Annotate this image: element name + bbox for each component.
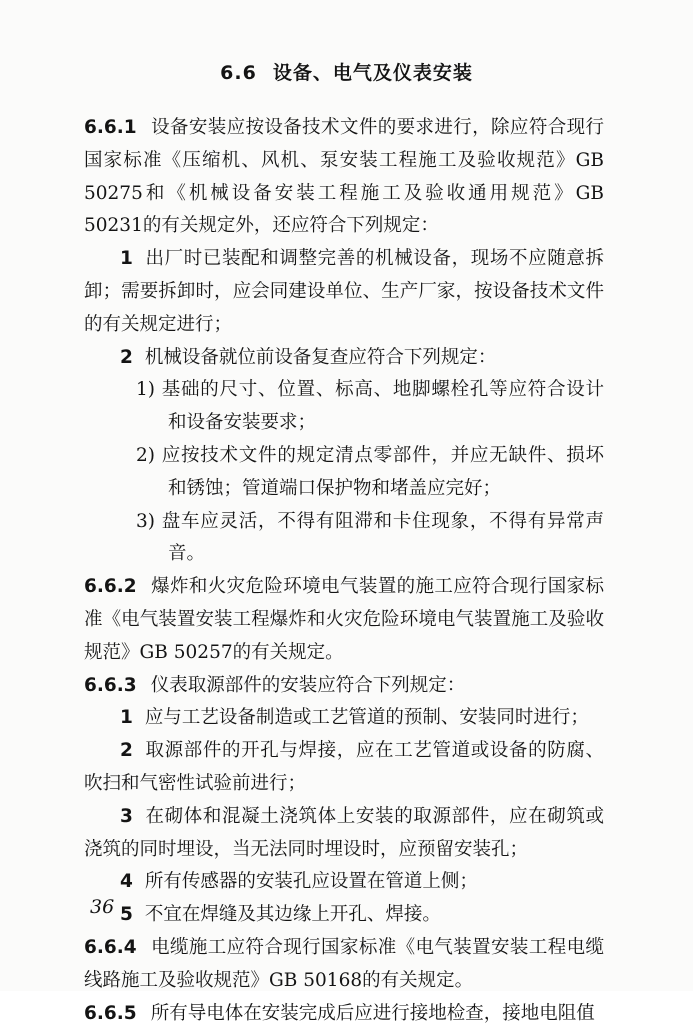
clause-paragraph <box>84 112 604 243</box>
clause-text: 所有导电体在安装完成后应进行接地检查，接地电阻值 <box>150 1002 595 1024</box>
sub-item <box>84 440 604 506</box>
list-item <box>84 801 604 867</box>
item-number: 5 <box>120 904 133 926</box>
item-text: 应与工艺设备制造或工艺管道的预制、安装同时进行； <box>144 707 589 729</box>
section-heading <box>0 58 693 85</box>
sub-item-text: 盘车应灵活，不得有阻滞和卡住现象，不得有异常声音。 <box>161 510 604 565</box>
document-body <box>84 112 604 1030</box>
item-text: 在砌体和混凝土浇筑体上安装的取源部件，应在砌筑或浇筑的同时埋设，当无法同时埋设时，应预留安装孔； <box>84 805 604 860</box>
list-item <box>84 899 604 932</box>
sub-item-number: 3) <box>136 510 155 532</box>
clause-text: 仪表取源部件的安装应符合下列规定： <box>150 674 466 696</box>
clause-text: 爆炸和火灾危险环境电气装置的施工应符合现行国家标准《电气装置安装工程爆炸和火灾危险环境电气装置施工及验收规范》GB 50257的有关规定。 <box>84 576 604 663</box>
item-text: 取源部件的开孔与焊接，应在工艺管道或设备的防腐、吹扫和气密性试验前进行； <box>84 740 604 794</box>
clause-number: 6.6.2 <box>84 576 137 598</box>
section-number: 6.6 <box>220 62 257 84</box>
clause-number: 6.6.4 <box>84 936 137 958</box>
item-number: 2 <box>120 346 133 368</box>
clause-text: 电缆施工应符合现行国家标准《电气装置安装工程电缆线路施工及验收规范》GB 50168的有关规定。 <box>84 936 604 991</box>
sub-item-number: 1) <box>136 379 155 401</box>
item-number: 1 <box>120 248 133 270</box>
list-item <box>84 702 604 735</box>
clause-number: 6.6.3 <box>84 674 137 696</box>
item-number: 4 <box>120 871 133 893</box>
item-number: 1 <box>120 707 133 729</box>
section-title: 设备、电气及仪表安装 <box>272 62 473 84</box>
clause-number: 6.6.5 <box>84 1002 137 1024</box>
sub-item <box>84 374 604 440</box>
item-number: 3 <box>120 805 133 827</box>
clause-paragraph <box>84 932 604 998</box>
clause-text: 设备安装应按设备技术文件的要求进行，除应符合现行国家标准《压缩机、风机、泵安装工程施工及验收规范》GB 50275和《机械设备安装工程施工及验收通用规范》GB 50231的有关规定外，还应符合下列规定： <box>84 117 604 237</box>
item-text: 机械设备就位前设备复查应符合下列规定： <box>144 346 497 368</box>
clause-paragraph <box>84 670 604 703</box>
sub-item-text: 基础的尺寸、位置、标高、地脚螺栓孔等应符合设计和设备安装要求； <box>161 379 604 434</box>
item-number: 2 <box>120 740 133 762</box>
list-item <box>84 243 604 341</box>
clause-number: 6.6.1 <box>84 117 137 138</box>
sub-item-number: 2) <box>136 444 155 466</box>
clause-paragraph <box>84 998 604 1030</box>
list-item <box>84 735 604 801</box>
item-text: 所有传感器的安装孔应设置在管道上侧； <box>144 871 478 893</box>
item-text: 出厂时已装配和调整完善的机械设备，现场不应随意拆卸；需要拆卸时，应会同建设单位、生产厂家，按设备技术文件的有关规定进行； <box>84 248 604 335</box>
list-item <box>84 342 604 375</box>
page-number: 36 <box>90 896 115 918</box>
list-item <box>84 866 604 899</box>
sub-item <box>84 506 604 572</box>
sub-item-text: 应按技术文件的规定清点零部件，并应无缺件、损坏和锈蚀；管道端口保护物和堵盖应完好； <box>161 444 604 499</box>
item-text: 不宜在焊缝及其边缘上开孔、焊接。 <box>144 904 441 926</box>
clause-paragraph <box>84 571 604 669</box>
